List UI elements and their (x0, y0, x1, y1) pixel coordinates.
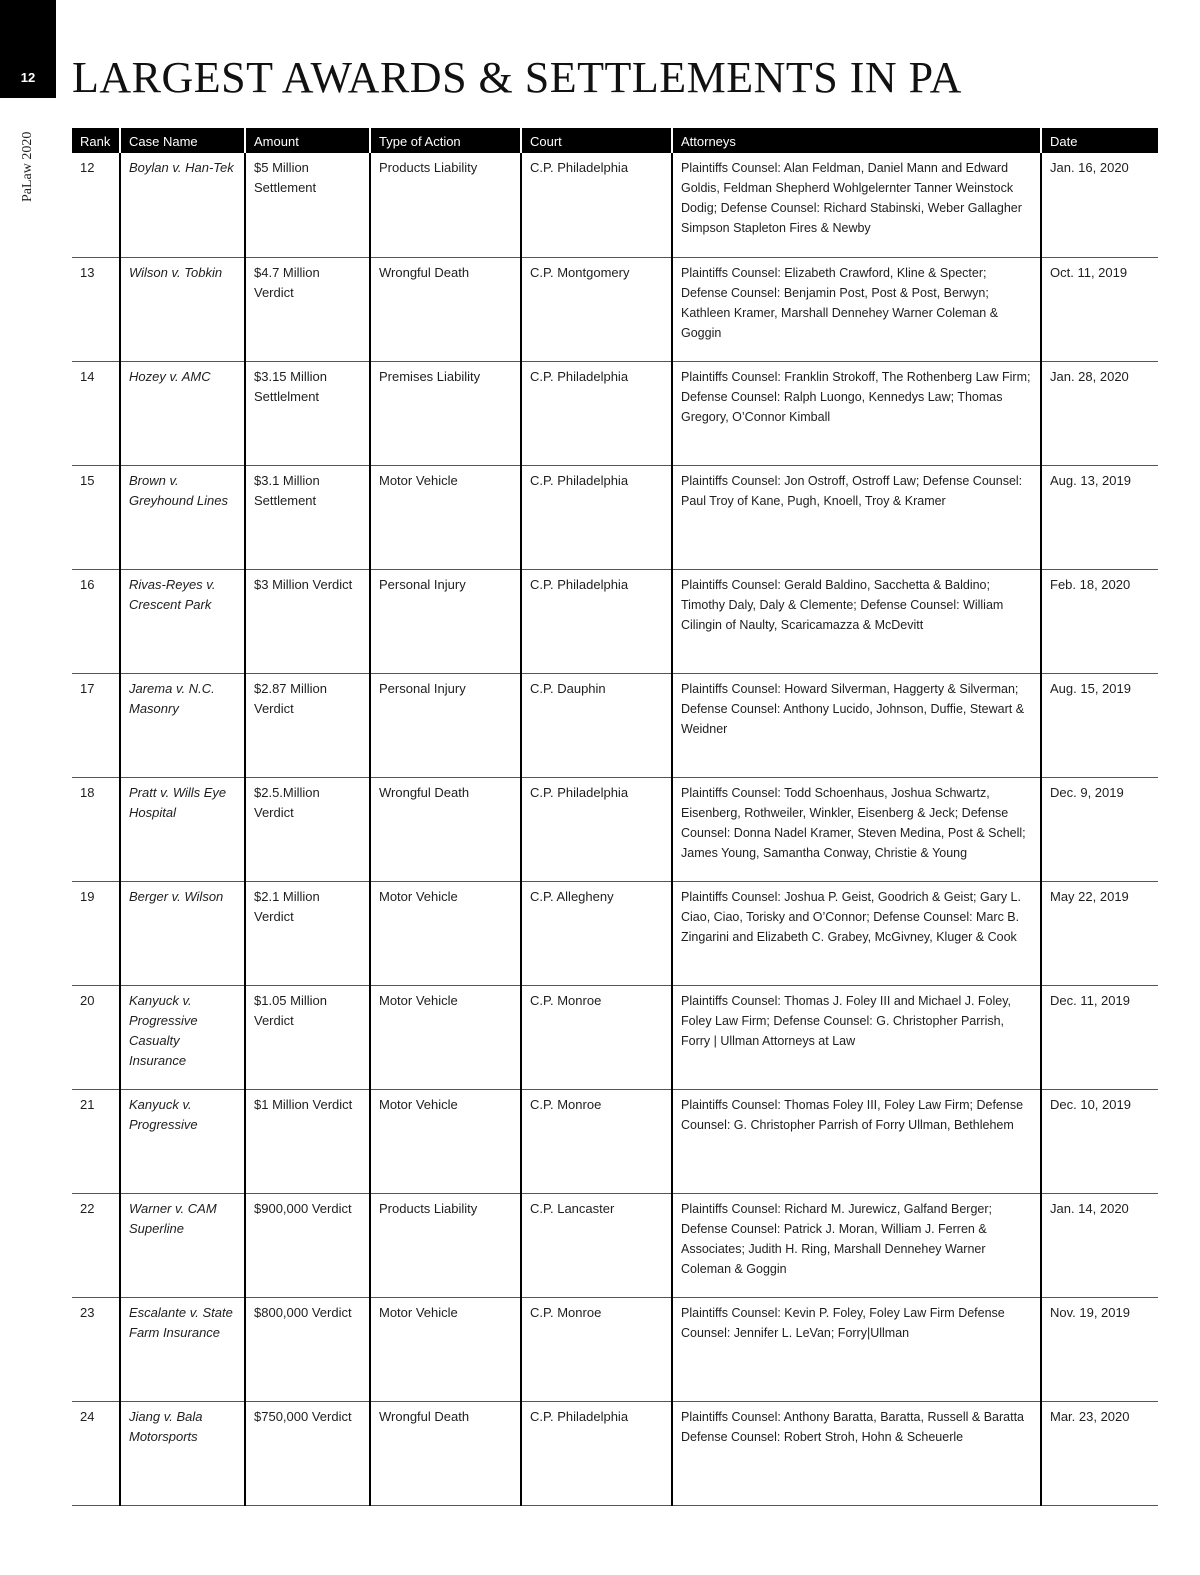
amount-cell: $5 Million Settlement (245, 153, 370, 257)
amount-cell: $1.05 Million Verdict (245, 985, 370, 1089)
case-name-cell: Warner v. CAM Superline (120, 1193, 245, 1297)
table-row (72, 1401, 1158, 1505)
type-cell: Personal Injury (370, 569, 521, 673)
table-row (72, 153, 1158, 257)
amount-cell: $2.5.Million Verdict (245, 777, 370, 881)
rank-cell: 19 (72, 881, 120, 985)
case-name-cell: Boylan v. Han-Tek (120, 153, 245, 257)
table-row (72, 1193, 1158, 1297)
case-name-cell: Hozey v. AMC (120, 361, 245, 465)
type-cell: Products Liability (370, 153, 521, 257)
court-cell: C.P. Monroe (521, 1089, 672, 1193)
attorneys-cell: Plaintiffs Counsel: Gerald Baldino, Sacchetta & Baldino; Timothy Daly, Daly & Clemente; Defense Counsel: William Cilingin of Naulty, Scaricamazza & McDevitt (672, 569, 1041, 673)
table-row (72, 1297, 1158, 1401)
table-header-row (72, 128, 1158, 153)
table-row (72, 257, 1158, 361)
rank-cell: 15 (72, 465, 120, 569)
amount-cell: $3 Million Verdict (245, 569, 370, 673)
amount-cell: $4.7 Million Verdict (245, 257, 370, 361)
type-cell: Motor Vehicle (370, 1297, 521, 1401)
amount-cell: $3.15 Million Settlelment (245, 361, 370, 465)
awards-table (72, 128, 1158, 1506)
date-cell: Jan. 28, 2020 (1041, 361, 1158, 465)
attorneys-cell: Plaintiffs Counsel: Alan Feldman, Daniel Mann and Edward Goldis, Feldman Shepherd Wohlgelernter Tanner Weinstock Dodig; Defense Counsel: Richard Stabinski, Weber Gallagher Simpson Stapleton Fires & Newby (672, 153, 1041, 257)
table-row (72, 569, 1158, 673)
attorneys-cell: Plaintiffs Counsel: Jon Ostroff, Ostroff Law; Defense Counsel: Paul Troy of Kane, Pugh, Knoell, Troy & Kramer (672, 465, 1041, 569)
attorneys-cell: Plaintiffs Counsel: Anthony Baratta, Baratta, Russell & Baratta Defense Counsel: Robert Stroh, Hohn & Scheuerle (672, 1401, 1041, 1505)
court-cell: C.P. Monroe (521, 985, 672, 1089)
type-cell: Premises Liability (370, 361, 521, 465)
type-cell: Motor Vehicle (370, 881, 521, 985)
rank-cell: 17 (72, 673, 120, 777)
case-name-cell: Rivas-Reyes v. Crescent Park (120, 569, 245, 673)
case-name-cell: Jiang v. Bala Motorsports (120, 1401, 245, 1505)
table-row (72, 361, 1158, 465)
date-cell: Jan. 16, 2020 (1041, 153, 1158, 257)
date-cell: Feb. 18, 2020 (1041, 569, 1158, 673)
attorneys-cell: Plaintiffs Counsel: Joshua P. Geist, Goodrich & Geist; Gary L. Ciao, Ciao, Torisky and O’Connor; Defense Counsel: Marc B. Zingarini and Elizabeth C. Grabey, McGivney, Kluger & Cook (672, 881, 1041, 985)
type-cell: Motor Vehicle (370, 985, 521, 1089)
type-cell: Wrongful Death (370, 1401, 521, 1505)
attorneys-cell: Plaintiffs Counsel: Thomas Foley III, Foley Law Firm; Defense Counsel: G. Christopher Parrish of Forry Ullman, Bethlehem (672, 1089, 1041, 1193)
type-cell: Wrongful Death (370, 257, 521, 361)
table-row (72, 881, 1158, 985)
attorneys-cell: Plaintiffs Counsel: Todd Schoenhaus, Joshua Schwartz, Eisenberg, Rothweiler, Winkler, Eisenberg & Jeck; Defense Counsel: Donna Nadel Kramer, Steven Medina, Post & Schell; James Young, Samantha Conway, Christie & Young (672, 777, 1041, 881)
case-name-cell: Jarema v. N.C. Masonry (120, 673, 245, 777)
case-name-cell: Brown v. Greyhound Lines (120, 465, 245, 569)
amount-cell: $750,000 Verdict (245, 1401, 370, 1505)
rank-cell: 21 (72, 1089, 120, 1193)
date-cell: Dec. 11, 2019 (1041, 985, 1158, 1089)
court-cell: C.P. Philadelphia (521, 569, 672, 673)
table-row (72, 673, 1158, 777)
date-cell: May 22, 2019 (1041, 881, 1158, 985)
court-cell: C.P. Montgomery (521, 257, 672, 361)
attorneys-cell: Plaintiffs Counsel: Franklin Strokoff, The Rothenberg Law Firm; Defense Counsel: Ralph Luongo, Kennedys Law; Thomas Gregory, O’Connor Kimball (672, 361, 1041, 465)
case-name-cell: Berger v. Wilson (120, 881, 245, 985)
date-cell: Jan. 14, 2020 (1041, 1193, 1158, 1297)
publication-label: PaLaw 2020 (20, 131, 35, 202)
attorneys-cell: Plaintiffs Counsel: Thomas J. Foley III and Michael J. Foley, Foley Law Firm; Defense Counsel: G. Christopher Parrish, Forry | Ullman Attorneys at Law (672, 985, 1041, 1089)
date-cell: Oct. 11, 2019 (1041, 257, 1158, 361)
amount-cell: $1 Million Verdict (245, 1089, 370, 1193)
date-cell: Dec. 9, 2019 (1041, 777, 1158, 881)
date-cell: Nov. 19, 2019 (1041, 1297, 1158, 1401)
amount-cell: $800,000 Verdict (245, 1297, 370, 1401)
date-cell: Mar. 23, 2020 (1041, 1401, 1158, 1505)
case-name-cell: Escalante v. State Farm Insurance (120, 1297, 245, 1401)
type-cell: Motor Vehicle (370, 1089, 521, 1193)
case-name-cell: Kanyuck v. Progressive Casualty Insurance (120, 985, 245, 1089)
attorneys-cell: Plaintiffs Counsel: Richard M. Jurewicz, Galfand Berger; Defense Counsel: Patrick J. Moran, William J. Ferren & Associates; Judith H. Ring, Marshall Dennehey Warner Coleman & Goggin (672, 1193, 1041, 1297)
court-cell: C.P. Lancaster (521, 1193, 672, 1297)
header-date: Date (1041, 128, 1158, 153)
table-row (72, 777, 1158, 881)
page-title: LARGEST AWARDS & SETTLEMENTS IN PA (72, 53, 962, 102)
table-row (72, 465, 1158, 569)
header-type-of-action: Type of Action (370, 128, 521, 153)
amount-cell: $3.1 Million Settlement (245, 465, 370, 569)
attorneys-cell: Plaintiffs Counsel: Kevin P. Foley, Foley Law Firm Defense Counsel: Jennifer L. LeVan; Forry|Ullman (672, 1297, 1041, 1401)
rank-cell: 18 (72, 777, 120, 881)
rank-cell: 24 (72, 1401, 120, 1505)
amount-cell: $2.87 Million Verdict (245, 673, 370, 777)
amount-cell: $900,000 Verdict (245, 1193, 370, 1297)
type-cell: Personal Injury (370, 673, 521, 777)
court-cell: C.P. Philadelphia (521, 1401, 672, 1505)
case-name-cell: Pratt v. Wills Eye Hospital (120, 777, 245, 881)
table-row (72, 1089, 1158, 1193)
page-number: 12 (20, 70, 36, 85)
type-cell: Products Liability (370, 1193, 521, 1297)
date-cell: Aug. 15, 2019 (1041, 673, 1158, 777)
amount-cell: $2.1 Million Verdict (245, 881, 370, 985)
header-amount: Amount (245, 128, 370, 153)
rank-cell: 22 (72, 1193, 120, 1297)
court-cell: C.P. Philadelphia (521, 361, 672, 465)
rank-cell: 23 (72, 1297, 120, 1401)
header-court: Court (521, 128, 672, 153)
case-name-cell: Wilson v. Tobkin (120, 257, 245, 361)
court-cell: C.P. Philadelphia (521, 153, 672, 257)
type-cell: Wrongful Death (370, 777, 521, 881)
rank-cell: 12 (72, 153, 120, 257)
attorneys-cell: Plaintiffs Counsel: Elizabeth Crawford, Kline & Specter; Defense Counsel: Benjamin Post, Post & Post, Berwyn; Kathleen Kramer, Marshall Dennehey Warner Coleman & Goggin (672, 257, 1041, 361)
rank-cell: 20 (72, 985, 120, 1089)
court-cell: C.P. Allegheny (521, 881, 672, 985)
court-cell: C.P. Philadelphia (521, 777, 672, 881)
type-cell: Motor Vehicle (370, 465, 521, 569)
attorneys-cell: Plaintiffs Counsel: Howard Silverman, Haggerty & Silverman; Defense Counsel: Anthony Lucido, Johnson, Duffie, Stewart & Weidner (672, 673, 1041, 777)
date-cell: Dec. 10, 2019 (1041, 1089, 1158, 1193)
rank-cell: 16 (72, 569, 120, 673)
header-rank: Rank (80, 133, 111, 149)
page-number-tab (0, 0, 56, 98)
case-name-cell: Kanyuck v. Progressive (120, 1089, 245, 1193)
court-cell: C.P. Monroe (521, 1297, 672, 1401)
header-attorneys: Attorneys (672, 128, 1041, 153)
table-row (72, 985, 1158, 1089)
rank-cell: 14 (72, 361, 120, 465)
rank-cell: 13 (72, 257, 120, 361)
table-body (72, 153, 1158, 1505)
header-case-name: Case Name (120, 128, 245, 153)
court-cell: C.P. Philadelphia (521, 465, 672, 569)
date-cell: Aug. 13, 2019 (1041, 465, 1158, 569)
court-cell: C.P. Dauphin (521, 673, 672, 777)
